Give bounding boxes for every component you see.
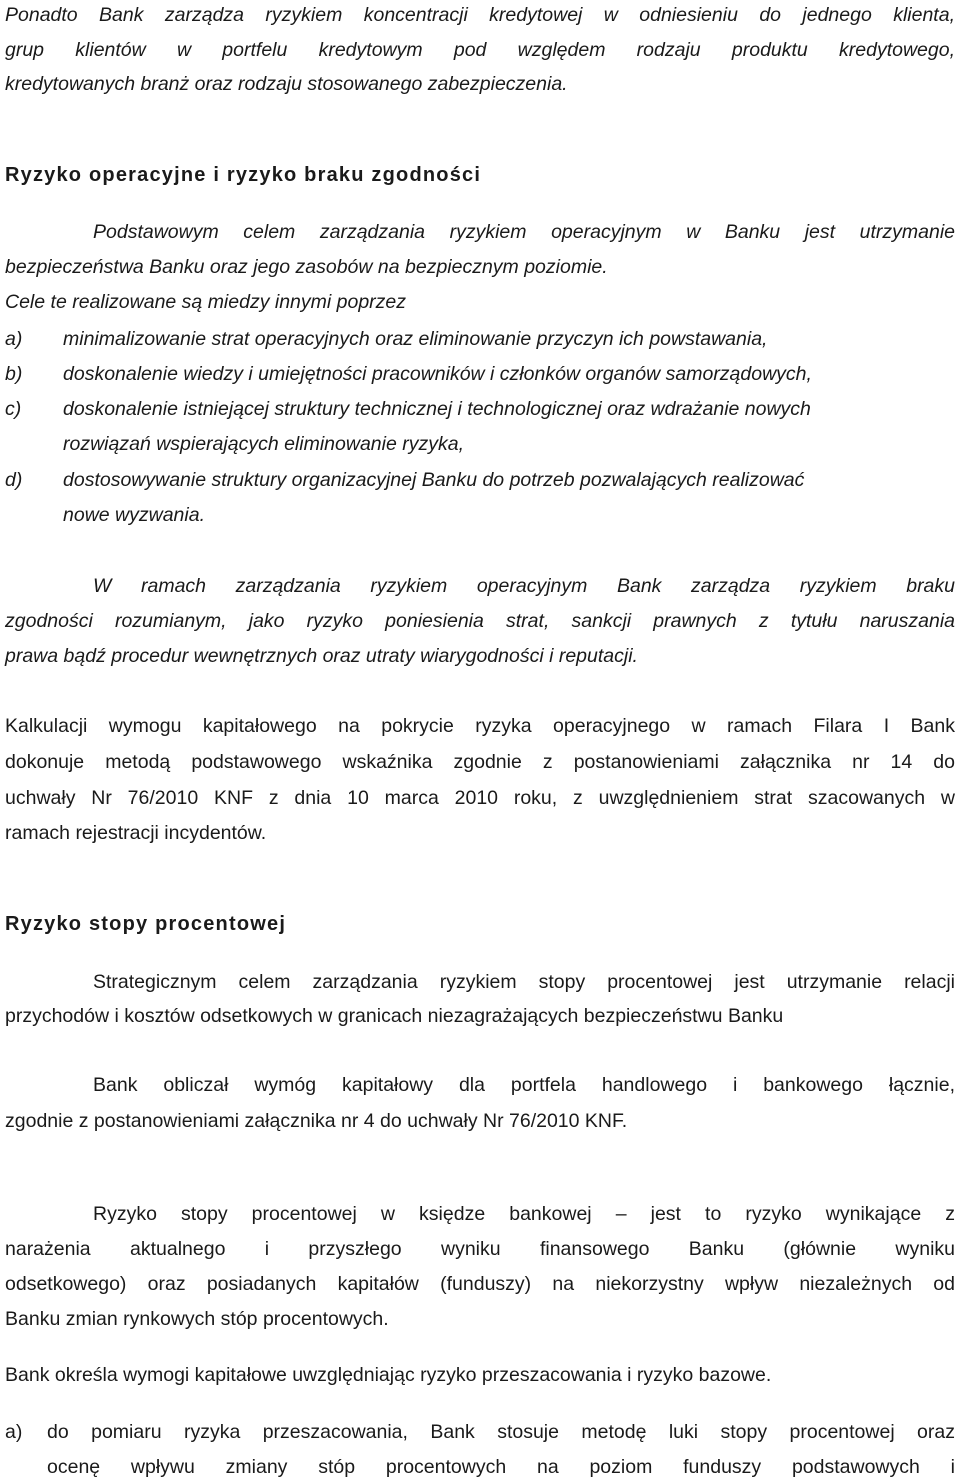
interest-calc-line-2: zgodnie z postanowieniami załącznika nr 4 do uchwały Nr 76/2010 KNF. [5, 1110, 628, 1132]
interest-definition-line-4: Banku zmian rynkowych stóp procentowych. [5, 1308, 389, 1330]
paragraph-concentration-line-2: grup klientów w portfelu kredytowym pod względem rodzaju produktu kredytowego, [5, 39, 955, 61]
capital-line-4: ramach rejestracji incydentów. [5, 822, 267, 844]
list-marker: a) [5, 1421, 23, 1443]
capital-line-2: dokonuje metodą podstawowego wskaźnika zgodnie z postanowieniami załącznika nr 14 do [5, 751, 955, 773]
list-marker: a) [5, 328, 23, 350]
paragraph-concentration-line-3: kredytowanych branż oraz rodzaju stosowanego zabezpieczenia. [5, 73, 568, 95]
compliance-line-2: zgodności rozumianym, jako ryzyko poniesienia strat, sankcji prawnych z tytułu naruszania [5, 610, 955, 632]
paragraph-concentration-line-1: Ponadto Bank zarządza ryzykiem koncentracji kredytowej w odniesieniu do jednego klienta, [5, 4, 955, 26]
interest-goal-line-1: Strategicznym celem zarządzania ryzykiem stopy procentowej jest utrzymanie relacji [93, 971, 955, 993]
list-item-d-continuation: nowe wyzwania. [63, 504, 205, 526]
interest-list-item-a-continuation: ocenę wpływu zmiany stóp procentowych na poziom funduszy podstawowych i [47, 1456, 955, 1478]
interest-calc-line-1: Bank obliczał wymóg kapitałowy dla portfela handlowego i bankowego łącznie, [93, 1074, 955, 1096]
interest-goal-line-2: przychodów i kosztów odsetkowych w granicach niezagrażających bezpieczeństwu Banku [5, 1005, 784, 1027]
list-item-text: minimalizowanie strat operacyjnych oraz eliminowanie przyczyn ich powstawania, [63, 328, 768, 350]
interest-list-item-a [5, 1417, 955, 1447]
operational-intro-line-2: bezpieczeństwa Banku oraz jego zasobów na bezpiecznym poziomie. [5, 256, 608, 278]
list-item-text: do pomiaru ryzyka przeszacowania, Bank stosuje metodę luki stopy procentowej oraz [47, 1421, 955, 1443]
list-item-d [5, 465, 955, 495]
capital-line-1: Kalkulacji wymogu kapitałowego na pokrycie ryzyka operacyjnego w ramach Filara I Bank [5, 715, 955, 737]
list-item-c [5, 394, 955, 424]
list-item-text: dostosowywanie struktury organizacyjnej Banku do potrzeb pozwalających realizować [63, 469, 805, 491]
heading-operational-risk: Ryzyko operacyjne i ryzyko braku zgodności [5, 164, 482, 186]
list-marker: d) [5, 469, 23, 491]
list-item-a [5, 324, 955, 354]
compliance-line-3: prawa bądź procedur wewnętrznych oraz utraty wiarygodności i reputacji. [5, 645, 638, 667]
list-marker: b) [5, 363, 23, 385]
compliance-line-1: W ramach zarządzania ryzykiem operacyjnym Bank zarządza ryzykiem braku [93, 575, 955, 597]
list-item-text: doskonalenie istniejącej struktury technicznej i technologicznej oraz wdrażanie nowych [63, 398, 811, 420]
interest-definition-line-2: narażenia aktualnego i przyszłego wyniku finansowego Banku (głównie wyniku [5, 1238, 955, 1260]
interest-definition-line-3: odsetkowego) oraz posiadanych kapitałów (funduszy) na niekorzystny wpływ niezależnych od [5, 1273, 955, 1295]
list-item-c-continuation: rozwiązań wspierających eliminowanie ryzyka, [63, 433, 464, 455]
list-item-text: doskonalenie wiedzy i umiejętności pracowników i członków organów samorządowych, [63, 363, 812, 385]
operational-goals-line: Cele te realizowane są miedzy innymi poprzez [5, 291, 407, 313]
interest-definition-line-1: Ryzyko stopy procentowej w księdze bankowej – jest to ryzyko wynikające z [93, 1203, 955, 1225]
list-marker: c) [5, 398, 22, 420]
heading-interest-rate-risk: Ryzyko stopy procentowej [5, 913, 287, 935]
interest-requirements-line: Bank określa wymogi kapitałowe uwzględniając ryzyko przeszacowania i ryzyko bazowe. [5, 1364, 772, 1386]
operational-intro-line-1: Podstawowym celem zarządzania ryzykiem operacyjnym w Banku jest utrzymanie [93, 221, 955, 243]
list-item-b [5, 359, 955, 389]
capital-line-3: uchwały Nr 76/2010 KNF z dnia 10 marca 2010 roku, z uwzględnieniem strat szacowanych w [5, 787, 955, 809]
